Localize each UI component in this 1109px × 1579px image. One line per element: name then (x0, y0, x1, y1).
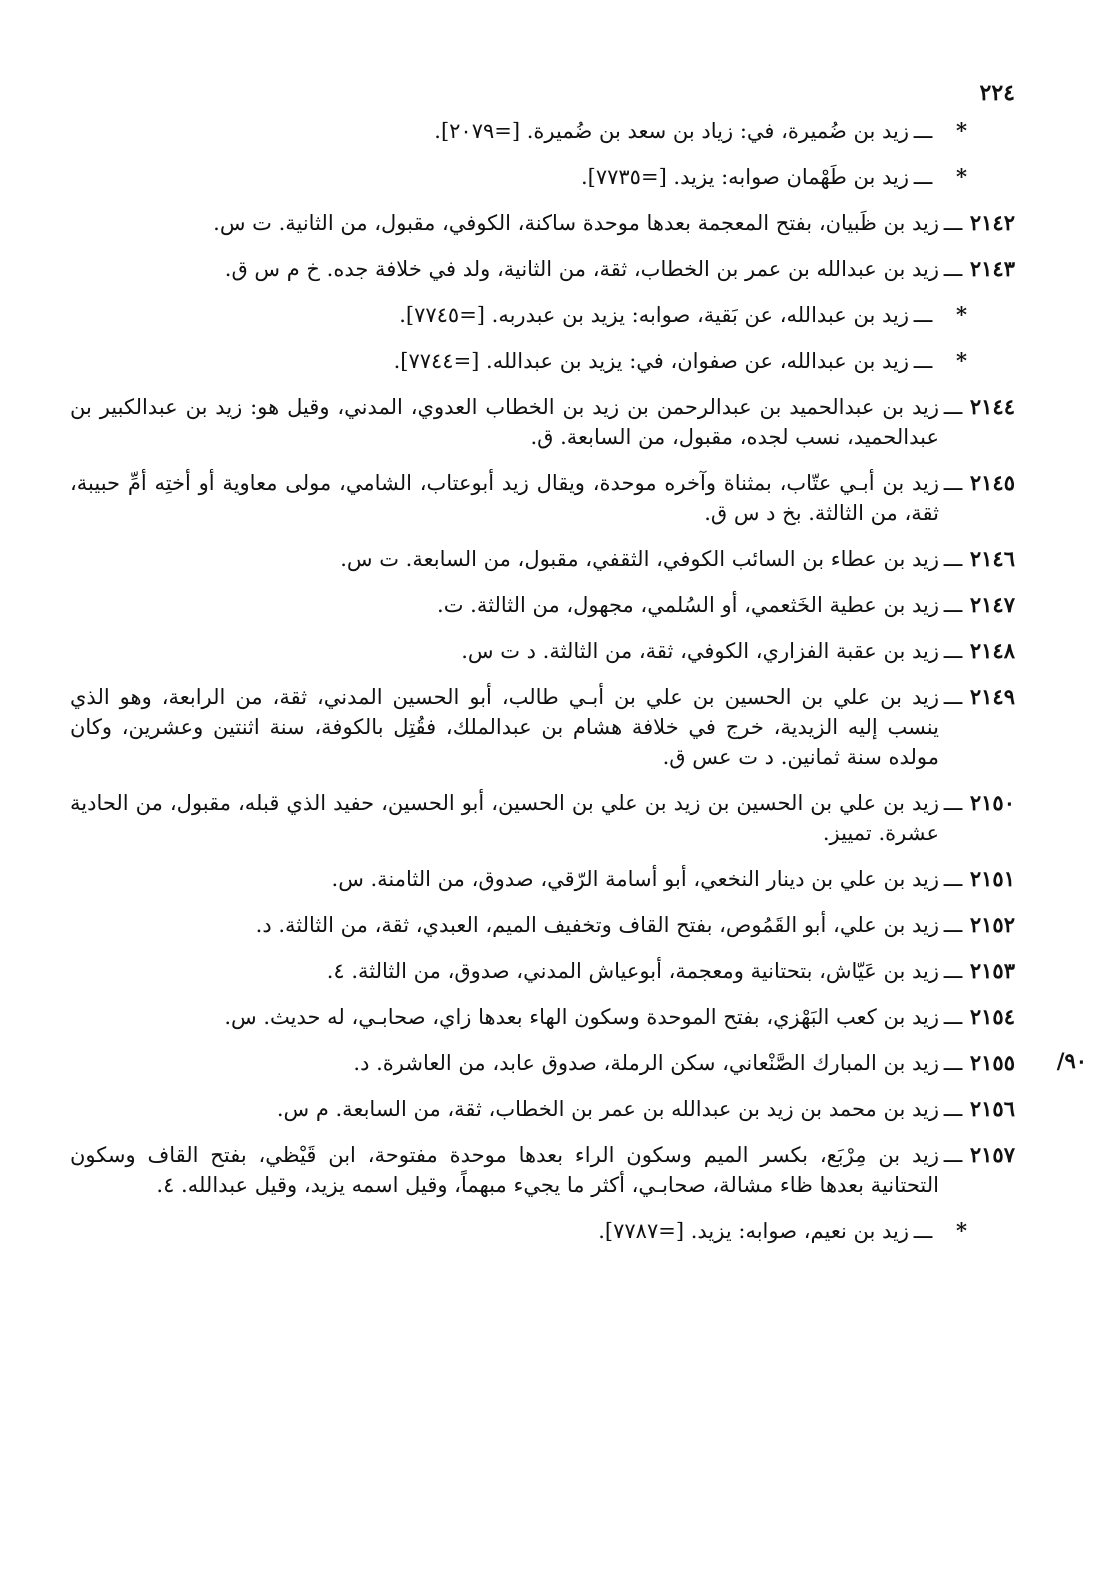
entry-text: زيد بن علي، أبو القَمُوص، بفتح القاف وتخفيف الميم، العبدي، ثقة، من الثالثة. د. (255, 913, 939, 937)
entry-number: ٢١٥٣ (969, 958, 1015, 983)
entry-dash: ـــ (943, 867, 963, 891)
cross-reference-entry (70, 1216, 1015, 1246)
entry-text: زيد بن ظَبيان، بفتح المعجمة بعدها موحدة ساكنة، الكوفي، مقبول، من الثانية. ت س. (213, 211, 939, 235)
entry-dash: ـــ (943, 1143, 963, 1167)
entry-dash: ـــ (943, 593, 963, 617)
biography-entry (70, 590, 1015, 620)
entry-text: زيد بن طَهْمان صوابه: يزيد. [=٧٧٣٥]. (580, 165, 909, 189)
entry-text: زيد بن ضُميرة، في: زياد بن سعد بن ضُميرة. [=٢٠٧٩]. (434, 119, 909, 143)
entry-dash: ـــ (943, 395, 963, 419)
entry-dash: ـــ (943, 1005, 963, 1029)
entry-number: ٢١٥٦ (969, 1096, 1015, 1121)
biography-entry (70, 636, 1015, 666)
asterisk-icon: * (956, 302, 967, 327)
entry-number: ٢١٤٢ (969, 210, 1015, 235)
entry-dash: ـــ (943, 959, 963, 983)
entry-number: ٢١٤٨ (969, 638, 1015, 663)
entry-number: ٢١٤٧ (969, 592, 1015, 617)
biography-entry (70, 254, 1015, 284)
entry-dash: ـــ (943, 547, 963, 571)
entry-indent (967, 300, 1015, 330)
entry-text: زيد بن عقبة الفزاري، الكوفي، ثقة، من الثالثة. د ت س. (461, 639, 939, 663)
cross-reference-entry (70, 162, 1015, 192)
entry-dash: ـــ (913, 165, 933, 189)
biography-entry (70, 468, 1015, 528)
entry-number: ٢١٥٠ (969, 790, 1015, 815)
biography-entry (70, 1094, 1015, 1124)
entry-dash: ـــ (943, 913, 963, 937)
biography-entry (70, 788, 1015, 848)
entry-number: ٢١٤٤ (969, 394, 1015, 419)
entry-indent (967, 346, 1015, 376)
entry-dash: ـــ (913, 349, 933, 373)
entry-text: زيد بن عطاء بن السائب الكوفي، الثقفي، مقبول، من السابعة. ت س. (340, 547, 939, 571)
entry-text: زيد بن المبارك الصَّنْعاني، سكن الرملة، صدوق عابد، من العاشرة. د. (353, 1051, 939, 1075)
entry-number: ٢١٤٦ (969, 546, 1015, 571)
entry-number: ٢١٥٤ (969, 1004, 1015, 1029)
entry-indent (967, 116, 1015, 146)
cross-reference-entry (70, 300, 1015, 330)
entry-number: ٢١٤٣ (969, 256, 1015, 281)
margin-note: ٩٠/ (1056, 1048, 1087, 1073)
entry-dash: ـــ (943, 685, 963, 709)
entry-number: ٢١٥٥ (969, 1050, 1015, 1075)
entry-dash: ـــ (943, 639, 963, 663)
entry-dash: ـــ (913, 1219, 933, 1243)
biography-entry (70, 910, 1015, 940)
page (70, 78, 1015, 1246)
entry-text: زيد بن عبدالله، عن بَقية، صوابه: يزيد بن عبدربه. [=٧٧٤٥]. (399, 303, 909, 327)
asterisk-icon: * (956, 118, 967, 143)
entry-text: زيد بن أبـي عتّاب، بمثناة وآخره موحدة، ويقال زيد أبوعتاب، الشامي، مولى معاوية أو أختِه أمِّ حبيبة، ثقة، من الثالثة. بخ د س ق. (70, 471, 939, 525)
entry-dash: ـــ (943, 1097, 963, 1121)
asterisk-icon: * (956, 348, 967, 373)
asterisk-icon: * (956, 164, 967, 189)
entry-dash: ـــ (943, 211, 963, 235)
asterisk-icon: * (956, 1218, 967, 1243)
entry-indent (967, 1216, 1015, 1246)
entry-text: زيد بن مِرْبَع، بكسر الميم وسكون الراء بعدها موحدة مفتوحة، ابن قَيْظي، بفتح القاف وسكون التحتانية بعدها ظاء مشالة، صحابـي، أكثر ما يجيء مبهماً، وقيل اسمه يزيد، وقيل عبدالله. ٤. (70, 1143, 939, 1197)
entry-text: زيد بن كعب البَهْزي، بفتح الموحدة وسكون الهاء بعدها زاي، صحابـي، له حديث. س. (224, 1005, 939, 1029)
entry-number: ٢١٥٧ (969, 1142, 1015, 1167)
entry-dash: ـــ (943, 257, 963, 281)
entry-text: زيد بن علي بن الحسين بن علي بن أبـي طالب، أبو الحسين المدني، ثقة، من الرابعة، وهو الذي ينسب إليه الزيدية، خرج في خلافة هشام بن عبدالملك، فقُتِل بالكوفة، سنة اثنتين وعشرين، وكان مولده سنة ثمانين. د ت عس ق. (70, 685, 939, 769)
entry-number: ٢١٥٢ (969, 912, 1015, 937)
biography-entry (70, 392, 1015, 452)
cross-reference-entry (70, 346, 1015, 376)
entry-text: زيد بن عبدالله بن عمر بن الخطاب، ثقة، من الثانية، ولد في خلافة جده. خ م س ق. (224, 257, 939, 281)
biography-entry (70, 682, 1015, 772)
entry-indent (967, 162, 1015, 192)
entry-text: زيد بن علي بن الحسين بن زيد بن علي بن الحسين، أبو الحسين، حفيد الذي قبله، مقبول، من الحادية عشرة. تمييز. (70, 791, 939, 845)
entry-number: ٢١٤٥ (969, 470, 1015, 495)
entry-text: زيد بن عَيّاش، بتحتانية ومعجمة، أبوعياش المدني، صدوق، من الثالثة. ٤. (326, 959, 939, 983)
biography-entry (70, 208, 1015, 238)
entry-text: زيد بن محمد بن زيد بن عبدالله بن عمر بن الخطاب، ثقة، من السابعة. م س. (276, 1097, 939, 1121)
entry-dash: ـــ (943, 791, 963, 815)
entry-number: ٢١٥١ (969, 866, 1015, 891)
entry-text: زيد بن نعيم، صوابه: يزيد. [=٧٧٨٧]. (598, 1219, 909, 1243)
biography-entry (70, 864, 1015, 894)
biography-entry (70, 544, 1015, 574)
biography-entry (70, 1048, 1015, 1078)
entry-dash: ـــ (943, 1051, 963, 1075)
entry-dash: ـــ (943, 471, 963, 495)
entries-list (70, 116, 1015, 1246)
entry-text: زيد بن عطية الخَثعمي، أو السُلمي، مجهول، من الثالثة. ت. (437, 593, 939, 617)
entry-text: زيد بن علي بن دينار النخعي، أبو أسامة الرّقي، صدوق، من الثامنة. س. (331, 867, 939, 891)
entry-dash: ـــ (913, 303, 933, 327)
cross-reference-entry (70, 116, 1015, 146)
biography-entry (70, 1002, 1015, 1032)
entry-text: زيد بن عبدالله، عن صفوان، في: يزيد بن عبدالله. [=٧٧٤٤]. (393, 349, 909, 373)
biography-entry (70, 1140, 1015, 1200)
biography-entry (70, 956, 1015, 986)
entry-text: زيد بن عبدالحميد بن عبدالرحمن بن زيد بن الخطاب العدوي، المدني، وقيل هو: زيد بن عبدالكبير بن عبدالحميد، نسب لجده، مقبول، من السابعة. ق. (70, 395, 939, 449)
entry-dash: ـــ (913, 119, 933, 143)
entry-number: ٢١٤٩ (969, 684, 1015, 709)
page-number: ٢٢٤ (979, 80, 1015, 106)
